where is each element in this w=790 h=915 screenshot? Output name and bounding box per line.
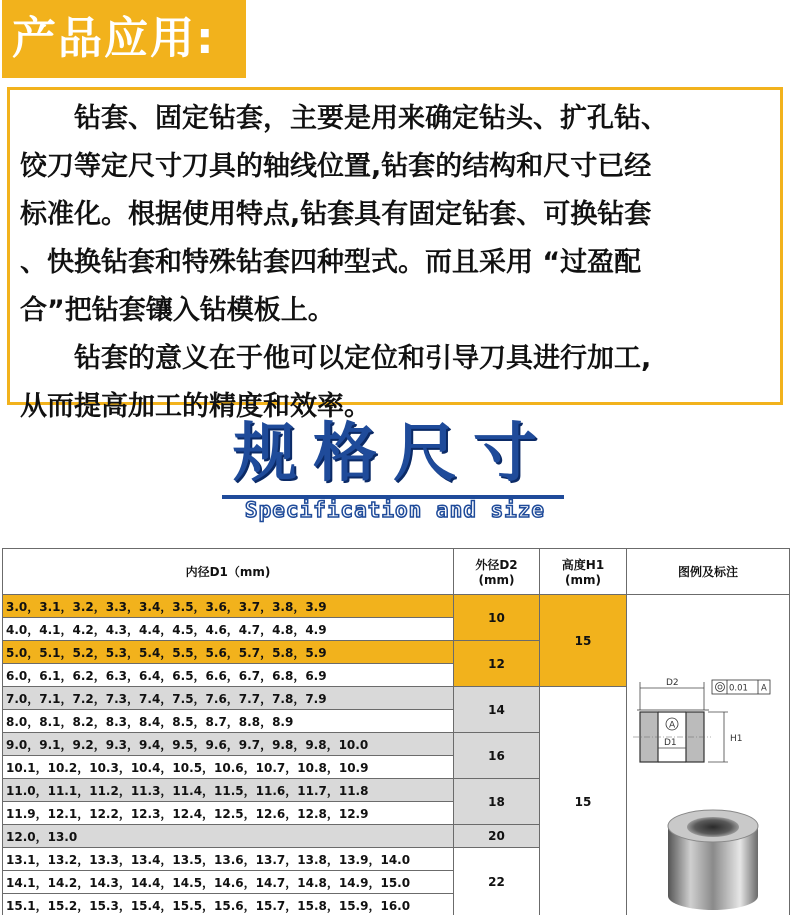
d1-cell: 11.9，12.1，12.2，12.3，12.4，12.5，12.6，12.8，12.9 — [3, 802, 454, 825]
tolerance-value: 0.01 — [729, 683, 748, 694]
d1-cell: 5.0，5.1，5.2，5.3，5.4，5.5，5.6，5.7，5.8，5.9 — [3, 641, 454, 664]
h1-cell: 15 — [540, 595, 627, 687]
d1-cell: 8.0，8.1，8.2，8.3，8.4，8.5，8.7，8.8，8.9 — [3, 710, 454, 733]
h1-cell: 15 — [540, 687, 627, 915]
label-d2: D2 — [666, 678, 679, 688]
d2-cell: 22 — [454, 848, 540, 915]
spec-heading-en: Specification and size — [244, 498, 546, 522]
intro-line: 标准化。根据使用特点,钻套具有固定钻套、可换钻套 — [20, 199, 652, 230]
intro-line: 从而提高加工的精度和效率。 — [20, 391, 371, 422]
d1-cell: 12.0，13.0 — [3, 825, 454, 848]
d1-cell: 3.0，3.1，3.2，3.3，3.4，3.5，3.6，3.7，3.8，3.9 — [3, 595, 454, 618]
intro-line: 钻套、固定钻套，主要是用来确定钻头、扩孔钻、 — [74, 103, 668, 134]
d2-cell: 16 — [454, 733, 540, 779]
spec-heading-zh: 规格尺寸 — [233, 417, 553, 491]
d1-cell: 15.1，15.2，15.3，15.4，15.5，15.6，15.7，15.8，15.9，16.0 — [3, 894, 454, 915]
intro-line: 饺刀等定尺寸刀具的轴线位置,钻套的结构和尺寸已经 — [20, 151, 652, 182]
d2-cell: 12 — [454, 641, 540, 687]
label-h1: H1 — [730, 734, 743, 744]
col-header-d1: 内径D1（mm) — [3, 549, 454, 595]
tolerance-ref: A — [761, 683, 767, 694]
col-header-d2: 外径D2 (mm) — [454, 549, 540, 595]
d2-cell: 14 — [454, 687, 540, 733]
table-header-row — [3, 549, 790, 595]
table-row — [3, 595, 790, 618]
bushing-product-image — [660, 806, 766, 912]
d1-cell: 9.0，9.1，9.2，9.3，9.4，9.5，9.6，9.7，9.8，9.8，10.0 — [3, 733, 454, 756]
intro-line: 、快换钻套和特殊钻套四种型式。而且采用 “过盈配 — [20, 247, 642, 278]
d1-cell: 11.0，11.1，11.2，11.3，11.4，11.5，11.6，11.7，11.8 — [3, 779, 454, 802]
section-title: 产品应用: — [2, 0, 246, 78]
d1-cell: 10.1，10.2，10.3，10.4，10.5，10.6，10.7，10.8，10.9 — [3, 756, 454, 779]
d2-cell: 10 — [454, 595, 540, 641]
datum-label: A — [669, 720, 676, 731]
label-d1: D1 — [664, 738, 677, 748]
d1-cell: 6.0，6.1，6.2，6.3，6.4，6.5，6.6，6.7，6.8，6.9 — [3, 664, 454, 687]
d1-cell: 14.1，14.2，14.3，14.4，14.5，14.6，14.7，14.8，14.9，15.0 — [3, 871, 454, 894]
d2-cell: 18 — [454, 779, 540, 825]
col-header-figure: 图例及标注 — [627, 549, 790, 595]
intro-box — [7, 87, 783, 422]
bushing-dimension-diagram — [632, 672, 782, 776]
d1-cell: 4.0，4.1，4.2，4.3，4.4，4.5，4.6，4.7，4.8，4.9 — [3, 618, 454, 641]
intro-line: 合”把钻套镶入钻模板上。 — [20, 295, 335, 326]
col-header-h1: 高度H1 (mm) — [540, 549, 627, 595]
spec-heading — [0, 410, 790, 540]
d1-cell: 13.1，13.2，13.3，13.4，13.5，13.6，13.7，13.8，13.9，14.0 — [3, 848, 454, 871]
d1-cell: 7.0，7.1，7.2，7.3，7.4，7.5，7.6，7.7，7.8，7.9 — [3, 687, 454, 710]
intro-line: 钻套的意义在于他可以定位和引导刀具进行加工, — [74, 343, 652, 374]
d2-cell: 20 — [454, 825, 540, 848]
